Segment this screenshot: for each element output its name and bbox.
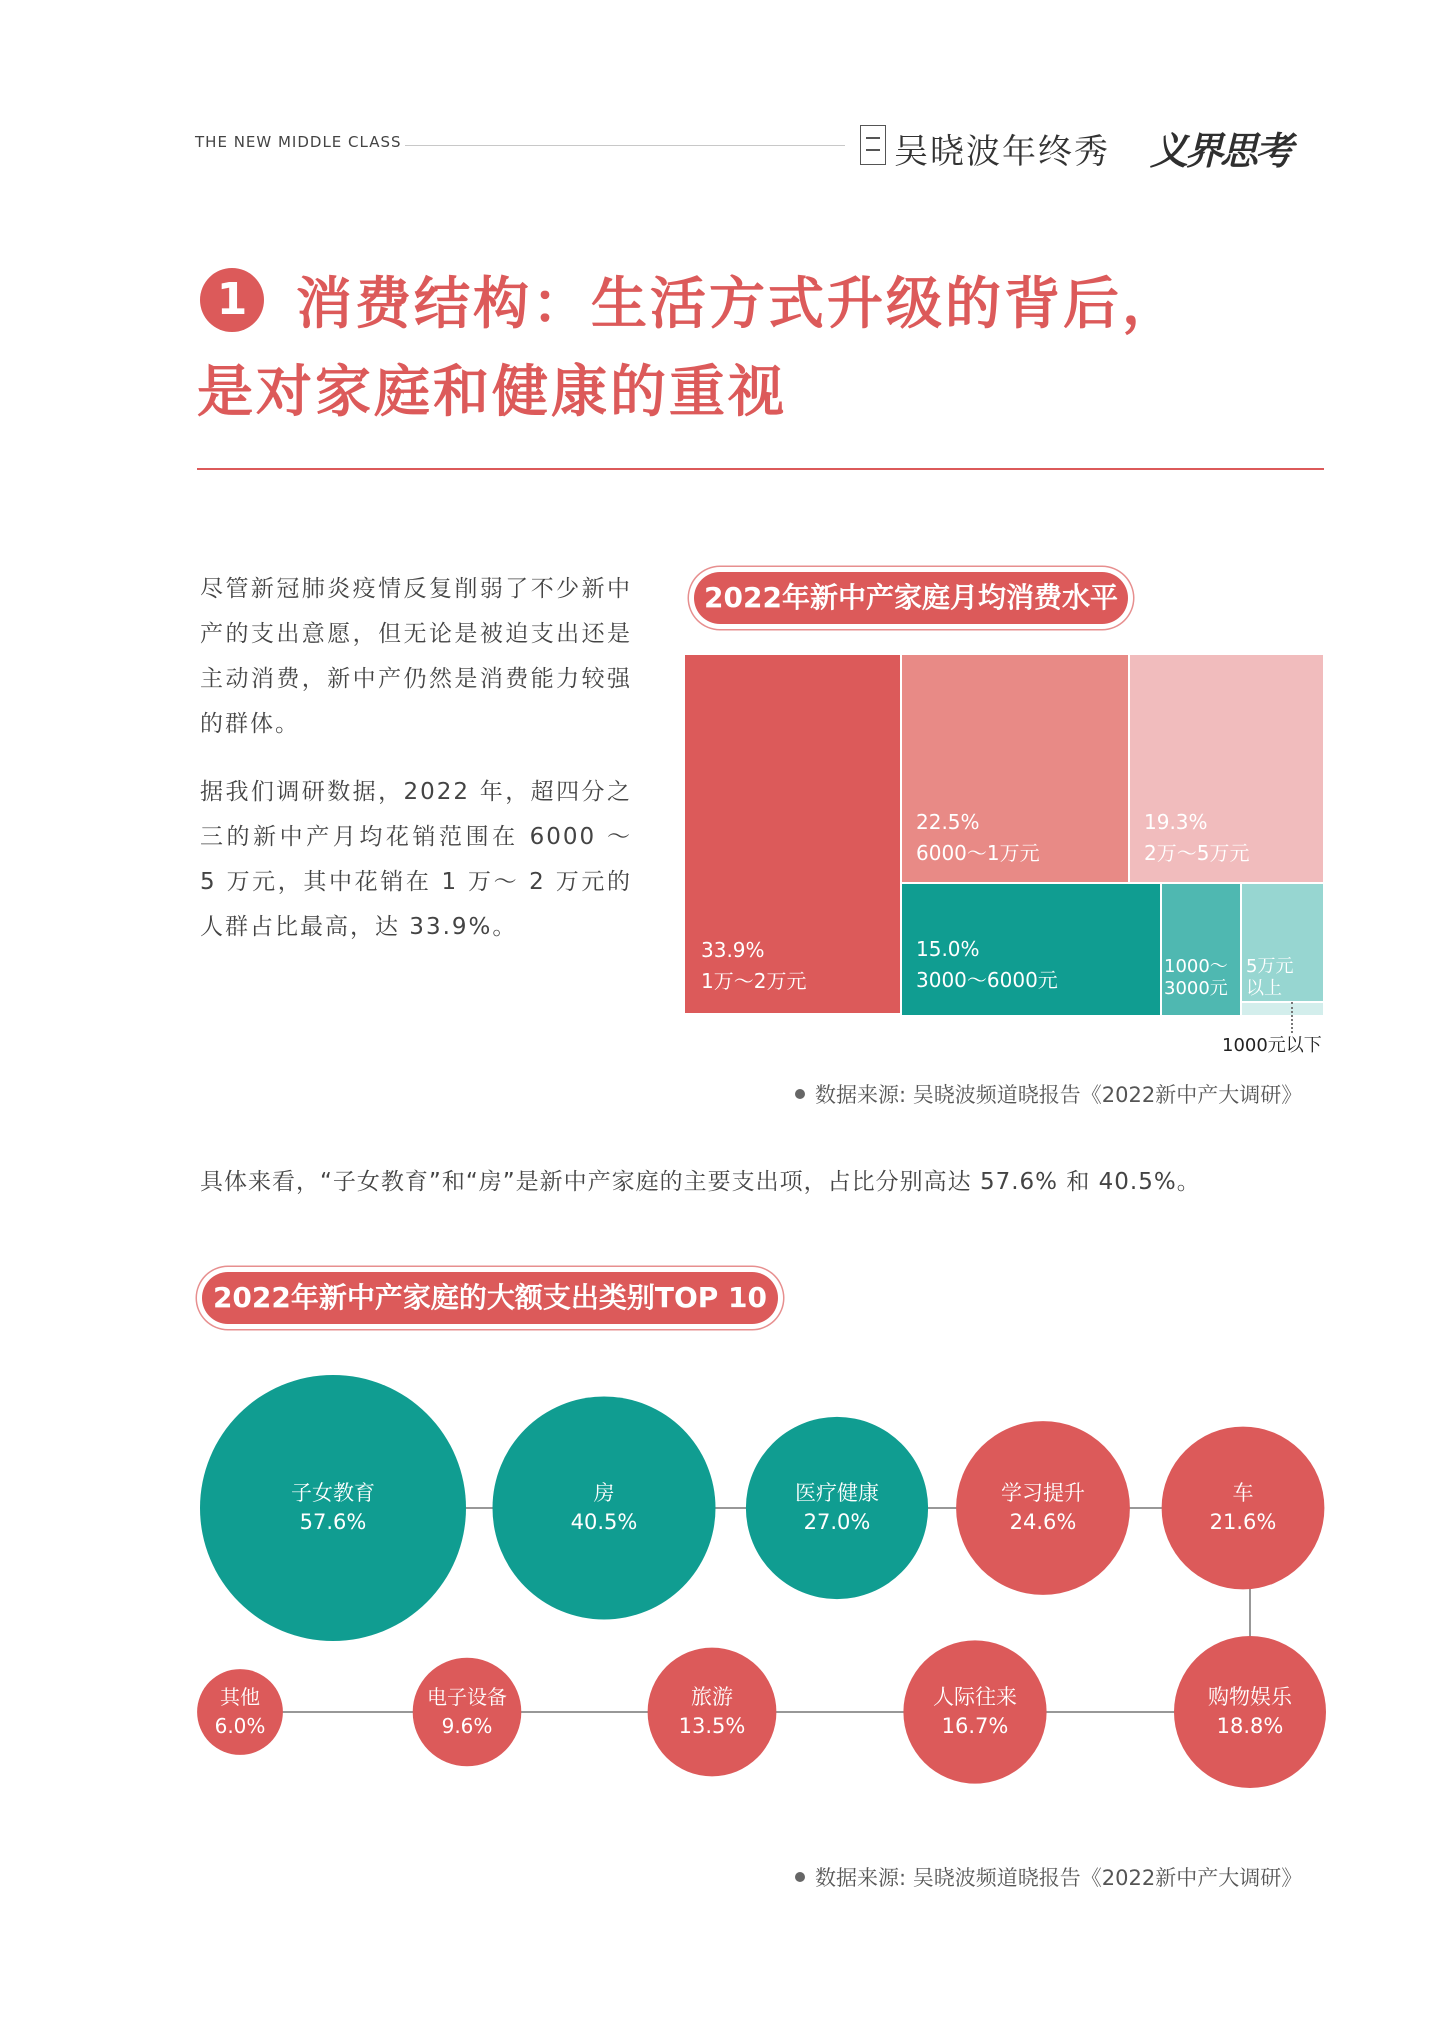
tile-1000-3000-range-l1: 1000～ bbox=[1164, 956, 1228, 977]
intro-paragraph-1: 尽管新冠肺炎疫情反复削弱了不少新中产的支出意愿，但无论是被迫支出还是主动消费，新中产仍然是消费能力较强的群体。 bbox=[200, 576, 632, 737]
bubble-label-1 bbox=[291, 1479, 375, 1537]
bubble-category-name: 车 bbox=[1232, 1481, 1254, 1505]
bubble-value-label: 57.6% bbox=[299, 1510, 367, 1534]
bullet-dot-icon bbox=[795, 1872, 805, 1882]
bubble-category-name: 学习提升 bbox=[1001, 1481, 1085, 1505]
data-source-text-2: 数据来源: 吴晓波频道晓报告《2022新中产大调研》 bbox=[815, 1866, 1303, 1890]
bubble-value-label: 27.0% bbox=[803, 1510, 871, 1534]
brand-script-logo: 义界思考 bbox=[1150, 129, 1291, 173]
bubble-category-name: 其他 bbox=[220, 1685, 260, 1709]
bubble-category-name: 旅游 bbox=[691, 1685, 733, 1709]
top10-chart-title: 2022年新中产家庭的大额支出类别TOP 10 bbox=[202, 1272, 778, 1324]
tile-1w-2w-range: 1万～2万元 bbox=[701, 969, 807, 993]
tile-under-1000-label: 1000元以下 bbox=[1222, 1035, 1322, 1056]
bubble-value-label: 24.6% bbox=[1009, 1510, 1077, 1534]
data-source-note-2 bbox=[795, 1862, 1302, 1892]
bubble-category-name: 子女教育 bbox=[291, 1481, 375, 1505]
bubble-category-name: 电子设备 bbox=[427, 1685, 507, 1709]
section-title-line1: 消费结构：生活方式升级的背后， bbox=[296, 272, 1181, 337]
bubble-value-label: 16.7% bbox=[941, 1714, 1009, 1738]
bubble-value-label: 21.6% bbox=[1209, 1510, 1277, 1534]
bubble-value-label: 9.6% bbox=[441, 1714, 493, 1738]
tile-3000-6000-pct: 15.0% bbox=[916, 937, 980, 961]
bubble-value-label: 40.5% bbox=[570, 1510, 638, 1534]
bubble-category-name: 人际往来 bbox=[933, 1685, 1017, 1709]
bubble-label-7 bbox=[933, 1683, 1017, 1741]
bubble-label-6 bbox=[1208, 1683, 1292, 1741]
bubble-label-3 bbox=[795, 1479, 879, 1537]
header-tag: THE NEW MIDDLE CLASS bbox=[195, 133, 402, 151]
bubble-label-2 bbox=[571, 1479, 638, 1537]
tile-1w-2w-pct: 33.9% bbox=[701, 938, 765, 962]
bubble-label-5 bbox=[1210, 1479, 1277, 1537]
data-source-text-1: 数据来源: 吴晓波频道晓报告《2022新中产大调研》 bbox=[815, 1083, 1303, 1107]
detail-paragraph: 具体来看，“子女教育”和“房”是新中产家庭的主要支出项，占比分别高达 57.6% 和 40.5%。 bbox=[200, 1169, 1201, 1195]
bubble-category-name: 购物娱乐 bbox=[1208, 1685, 1292, 1709]
tile-5w-above-range-l2: 以上 bbox=[1246, 978, 1282, 999]
bubble-label-4 bbox=[1001, 1479, 1085, 1537]
bubble-category-name: 房 bbox=[593, 1481, 615, 1505]
bubble-value-label: 18.8% bbox=[1216, 1714, 1284, 1738]
consumption-chart-title: 2022年新中产家庭月均消费水平 bbox=[694, 572, 1128, 624]
tile-2w-5w-pct: 19.3% bbox=[1144, 810, 1208, 834]
tile-5w-above-range-l1: 5万元 bbox=[1246, 956, 1294, 977]
brand-title: 吴晓波年终秀 bbox=[894, 132, 1110, 172]
section-number: 1 bbox=[216, 274, 248, 325]
tile-6000-1w-pct: 22.5% bbox=[916, 810, 980, 834]
section-title-line2: 是对家庭和健康的重视 bbox=[197, 360, 787, 425]
bubble-label-9 bbox=[427, 1683, 507, 1741]
tile-1000-3000-range-l2: 3000元 bbox=[1164, 978, 1228, 999]
intro-paragraph-2: 据我们调研数据，2022 年，超四分之三的新中产月均花销范围在 6000 ～ 5 万元，其中花销在 1 万～ 2 万元的人群占比最高，达 33.9%。 bbox=[200, 779, 632, 940]
bubble-category-name: 医疗健康 bbox=[795, 1481, 879, 1505]
bubble-value-label: 6.0% bbox=[214, 1714, 266, 1738]
tile-2w-5w-range: 2万～5万元 bbox=[1144, 841, 1250, 865]
tile-3000-6000-range: 3000～6000元 bbox=[916, 968, 1058, 992]
bubble-label-8 bbox=[679, 1683, 746, 1741]
bubble-label-10 bbox=[215, 1683, 266, 1741]
bubble-value-label: 13.5% bbox=[678, 1714, 746, 1738]
tile-6000-1w-range: 6000～1万元 bbox=[916, 841, 1040, 865]
